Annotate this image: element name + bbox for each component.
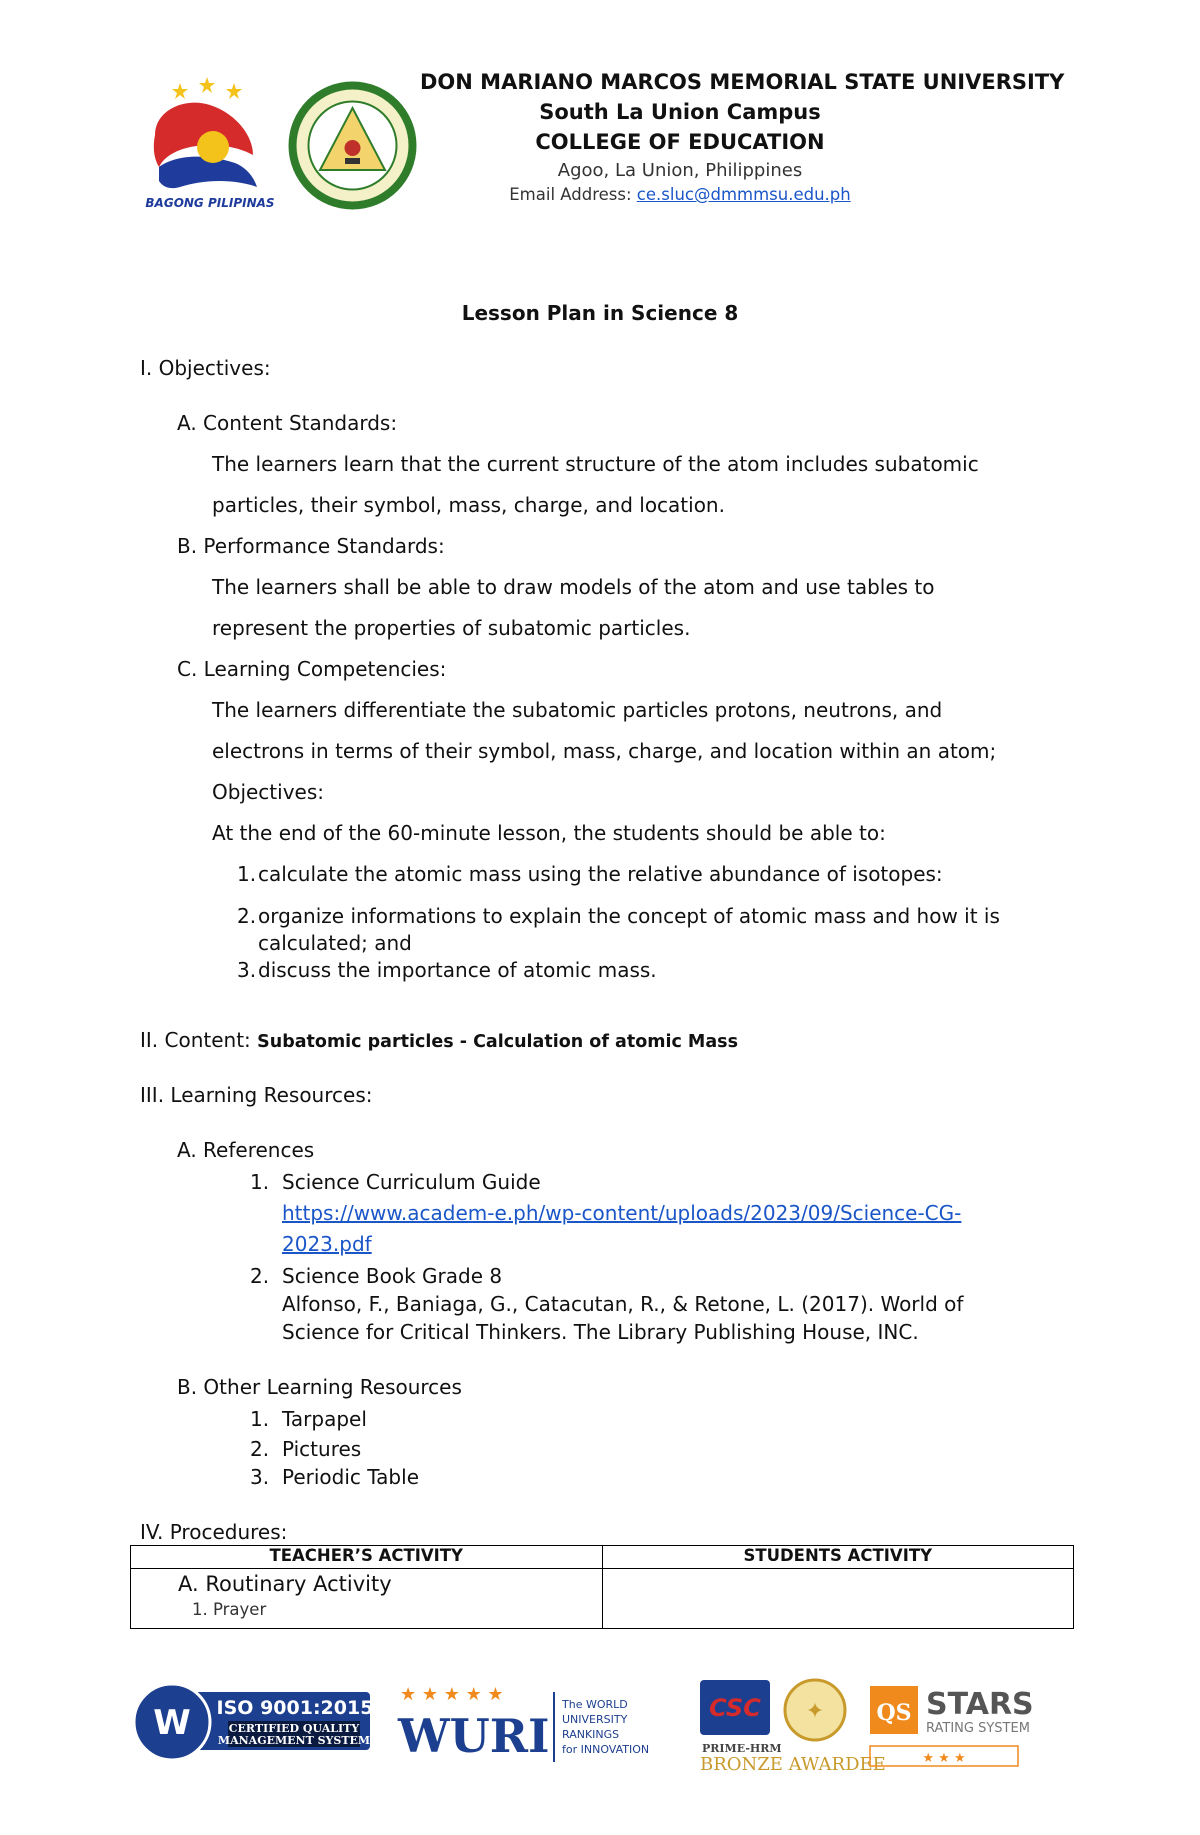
svg-text:★ ★ ★: ★ ★ ★ (922, 1751, 966, 1766)
svg-text:The WORLD: The WORLD (562, 1698, 628, 1711)
objective-item-1-text: calculate the atomic mass using the relative abundance of isotopes: (258, 862, 943, 886)
objectives-intro: At the end of the 60-minute lesson, the students should be able to: (212, 821, 886, 845)
svg-text:BRONZE AWARDEE: BRONZE AWARDEE (700, 1754, 886, 1775)
content-heading: II. Content: (140, 1028, 258, 1052)
resources-heading: III. Learning Resources: (140, 1083, 373, 1107)
email-link[interactable]: ce.sluc@dmmmsu.edu.ph (636, 185, 851, 204)
prayer-item: 1. Prayer (192, 1600, 267, 1619)
curriculum-guide-link[interactable]: https://www.academ-e.ph/wp-content/uploads/2023/09/Science-CG- (282, 1201, 962, 1225)
email-line (420, 185, 940, 204)
svg-text:CSC: CSC (709, 1694, 761, 1722)
svg-text:RATING SYSTEM: RATING SYSTEM (926, 1721, 1030, 1736)
other-resource-3-text: Periodic Table (282, 1465, 419, 1489)
reference-1-title: Science Curriculum Guide (282, 1170, 541, 1194)
content-standards-label: A. Content Standards: (177, 411, 398, 435)
objective-item-1-num: 1. (237, 862, 257, 886)
svg-text:CERTIFIED QUALITY: CERTIFIED QUALITY (228, 1722, 360, 1735)
svg-text:WURI: WURI (398, 1709, 550, 1763)
iso-certification-badge (134, 1684, 373, 1760)
svg-text:UNIVERSITY: UNIVERSITY (562, 1713, 628, 1726)
learning-competencies-text-1: The learners differentiate the subatomic particles protons, neutrons, and (212, 698, 943, 722)
csc-prime-hrm-logo (700, 1680, 886, 1775)
teacher-activity-cell (131, 1569, 603, 1629)
learning-competencies-label: C. Learning Competencies: (177, 657, 447, 681)
content-text: Subatomic particles - Calculation of atomic Mass (257, 1032, 738, 1052)
campus-name: South La Union Campus (539, 100, 821, 124)
other-resource-1-text: Tarpapel (282, 1407, 367, 1431)
svg-text:STARS: STARS (926, 1687, 1034, 1722)
address: Agoo, La Union, Philippines (557, 160, 803, 181)
wuri-ranking-logo (397, 1684, 649, 1763)
table-row (131, 1569, 1074, 1629)
svg-text:✦: ✦ (805, 1699, 825, 1724)
routinary-activity-label: A. Routinary Activity (178, 1572, 392, 1596)
dmmmsu-seal-logo (285, 78, 420, 213)
reference-2-title: Science Book Grade 8 (282, 1264, 503, 1288)
performance-standards-label: B. Performance Standards: (177, 534, 445, 558)
accreditation-logos (130, 1670, 1070, 1780)
references-label: A. References (177, 1138, 315, 1162)
svg-text:PRIME-HRM: PRIME-HRM (702, 1742, 782, 1755)
university-name: DON MARIANO MARCOS MEMORIAL STATE UNIVERSITY (420, 70, 1065, 94)
objective-item-3-num: 3. (237, 958, 257, 982)
teacher-activity-header: TEACHER’S ACTIVITY (131, 1546, 603, 1569)
objective-item-2-num: 2. (237, 904, 257, 928)
reference-2-num: 2. (250, 1264, 270, 1288)
svg-text:MANAGEMENT SYSTEM: MANAGEMENT SYSTEM (217, 1734, 371, 1747)
reference-2-citation-2: Science for Critical Thinkers. The Library Publishing House, INC. (282, 1320, 919, 1344)
objectives-heading: I. Objectives: (140, 356, 271, 380)
table-header-row (131, 1546, 1074, 1569)
svg-text:for INNOVATION: for INNOVATION (562, 1743, 650, 1756)
students-activity-cell (602, 1569, 1074, 1629)
objective-item-2-text: organize informations to explain the concept of atomic mass and how it is (258, 904, 1000, 928)
qs-stars-logo (870, 1686, 1034, 1766)
bagong-pilipinas-logo (135, 75, 285, 215)
svg-text:QS: QS (876, 1700, 912, 1726)
content-standards-text-1: The learners learn that the current structure of the atom includes subatomic (212, 452, 979, 476)
students-activity-header: STUDENTS ACTIVITY (602, 1546, 1074, 1569)
svg-text:RANKINGS: RANKINGS (562, 1728, 620, 1741)
content-line (140, 1030, 738, 1052)
procedures-heading: IV. Procedures: (140, 1520, 288, 1544)
procedures-table (130, 1545, 1074, 1629)
college-name: COLLEGE OF EDUCATION (535, 130, 825, 154)
other-resource-1-num: 1. (250, 1407, 270, 1431)
bagong-pilipinas-text: BAGONG PILIPINAS (145, 196, 275, 210)
objectives-sublabel: Objectives: (212, 780, 324, 804)
email-label: Email Address: (509, 185, 637, 204)
curriculum-guide-link-cont[interactable]: 2023.pdf (282, 1232, 372, 1256)
accreditation-footer (130, 1670, 1070, 1780)
other-resource-2-text: Pictures (282, 1437, 362, 1461)
performance-standards-text-2: represent the properties of subatomic particles. (212, 616, 691, 640)
objective-item-3-text: discuss the importance of atomic mass. (258, 958, 657, 982)
page-title: Lesson Plan in Science 8 (461, 301, 739, 325)
svg-text:W: W (153, 1703, 191, 1743)
learning-competencies-text-2: electrons in terms of their symbol, mass, charge, and location within an atom; (212, 739, 997, 763)
other-resources-label: B. Other Learning Resources (177, 1375, 462, 1399)
reference-2-citation-1: Alfonso, F., Baniaga, G., Catacutan, R., & Retone, L. (2017). World of (282, 1292, 964, 1316)
other-resource-2-num: 2. (250, 1437, 270, 1461)
reference-1-num: 1. (250, 1170, 270, 1194)
svg-text:★ ★ ★ ★ ★: ★ ★ ★ ★ ★ (400, 1684, 504, 1705)
content-standards-text-2: particles, their symbol, mass, charge, and location. (212, 493, 725, 517)
performance-standards-text-1: The learners shall be able to draw models of the atom and use tables to (212, 575, 935, 599)
objective-item-2-text-cont: calculated; and (258, 931, 412, 955)
svg-text:ISO 9001:2015: ISO 9001:2015 (216, 1697, 374, 1719)
other-resource-3-num: 3. (250, 1465, 270, 1489)
